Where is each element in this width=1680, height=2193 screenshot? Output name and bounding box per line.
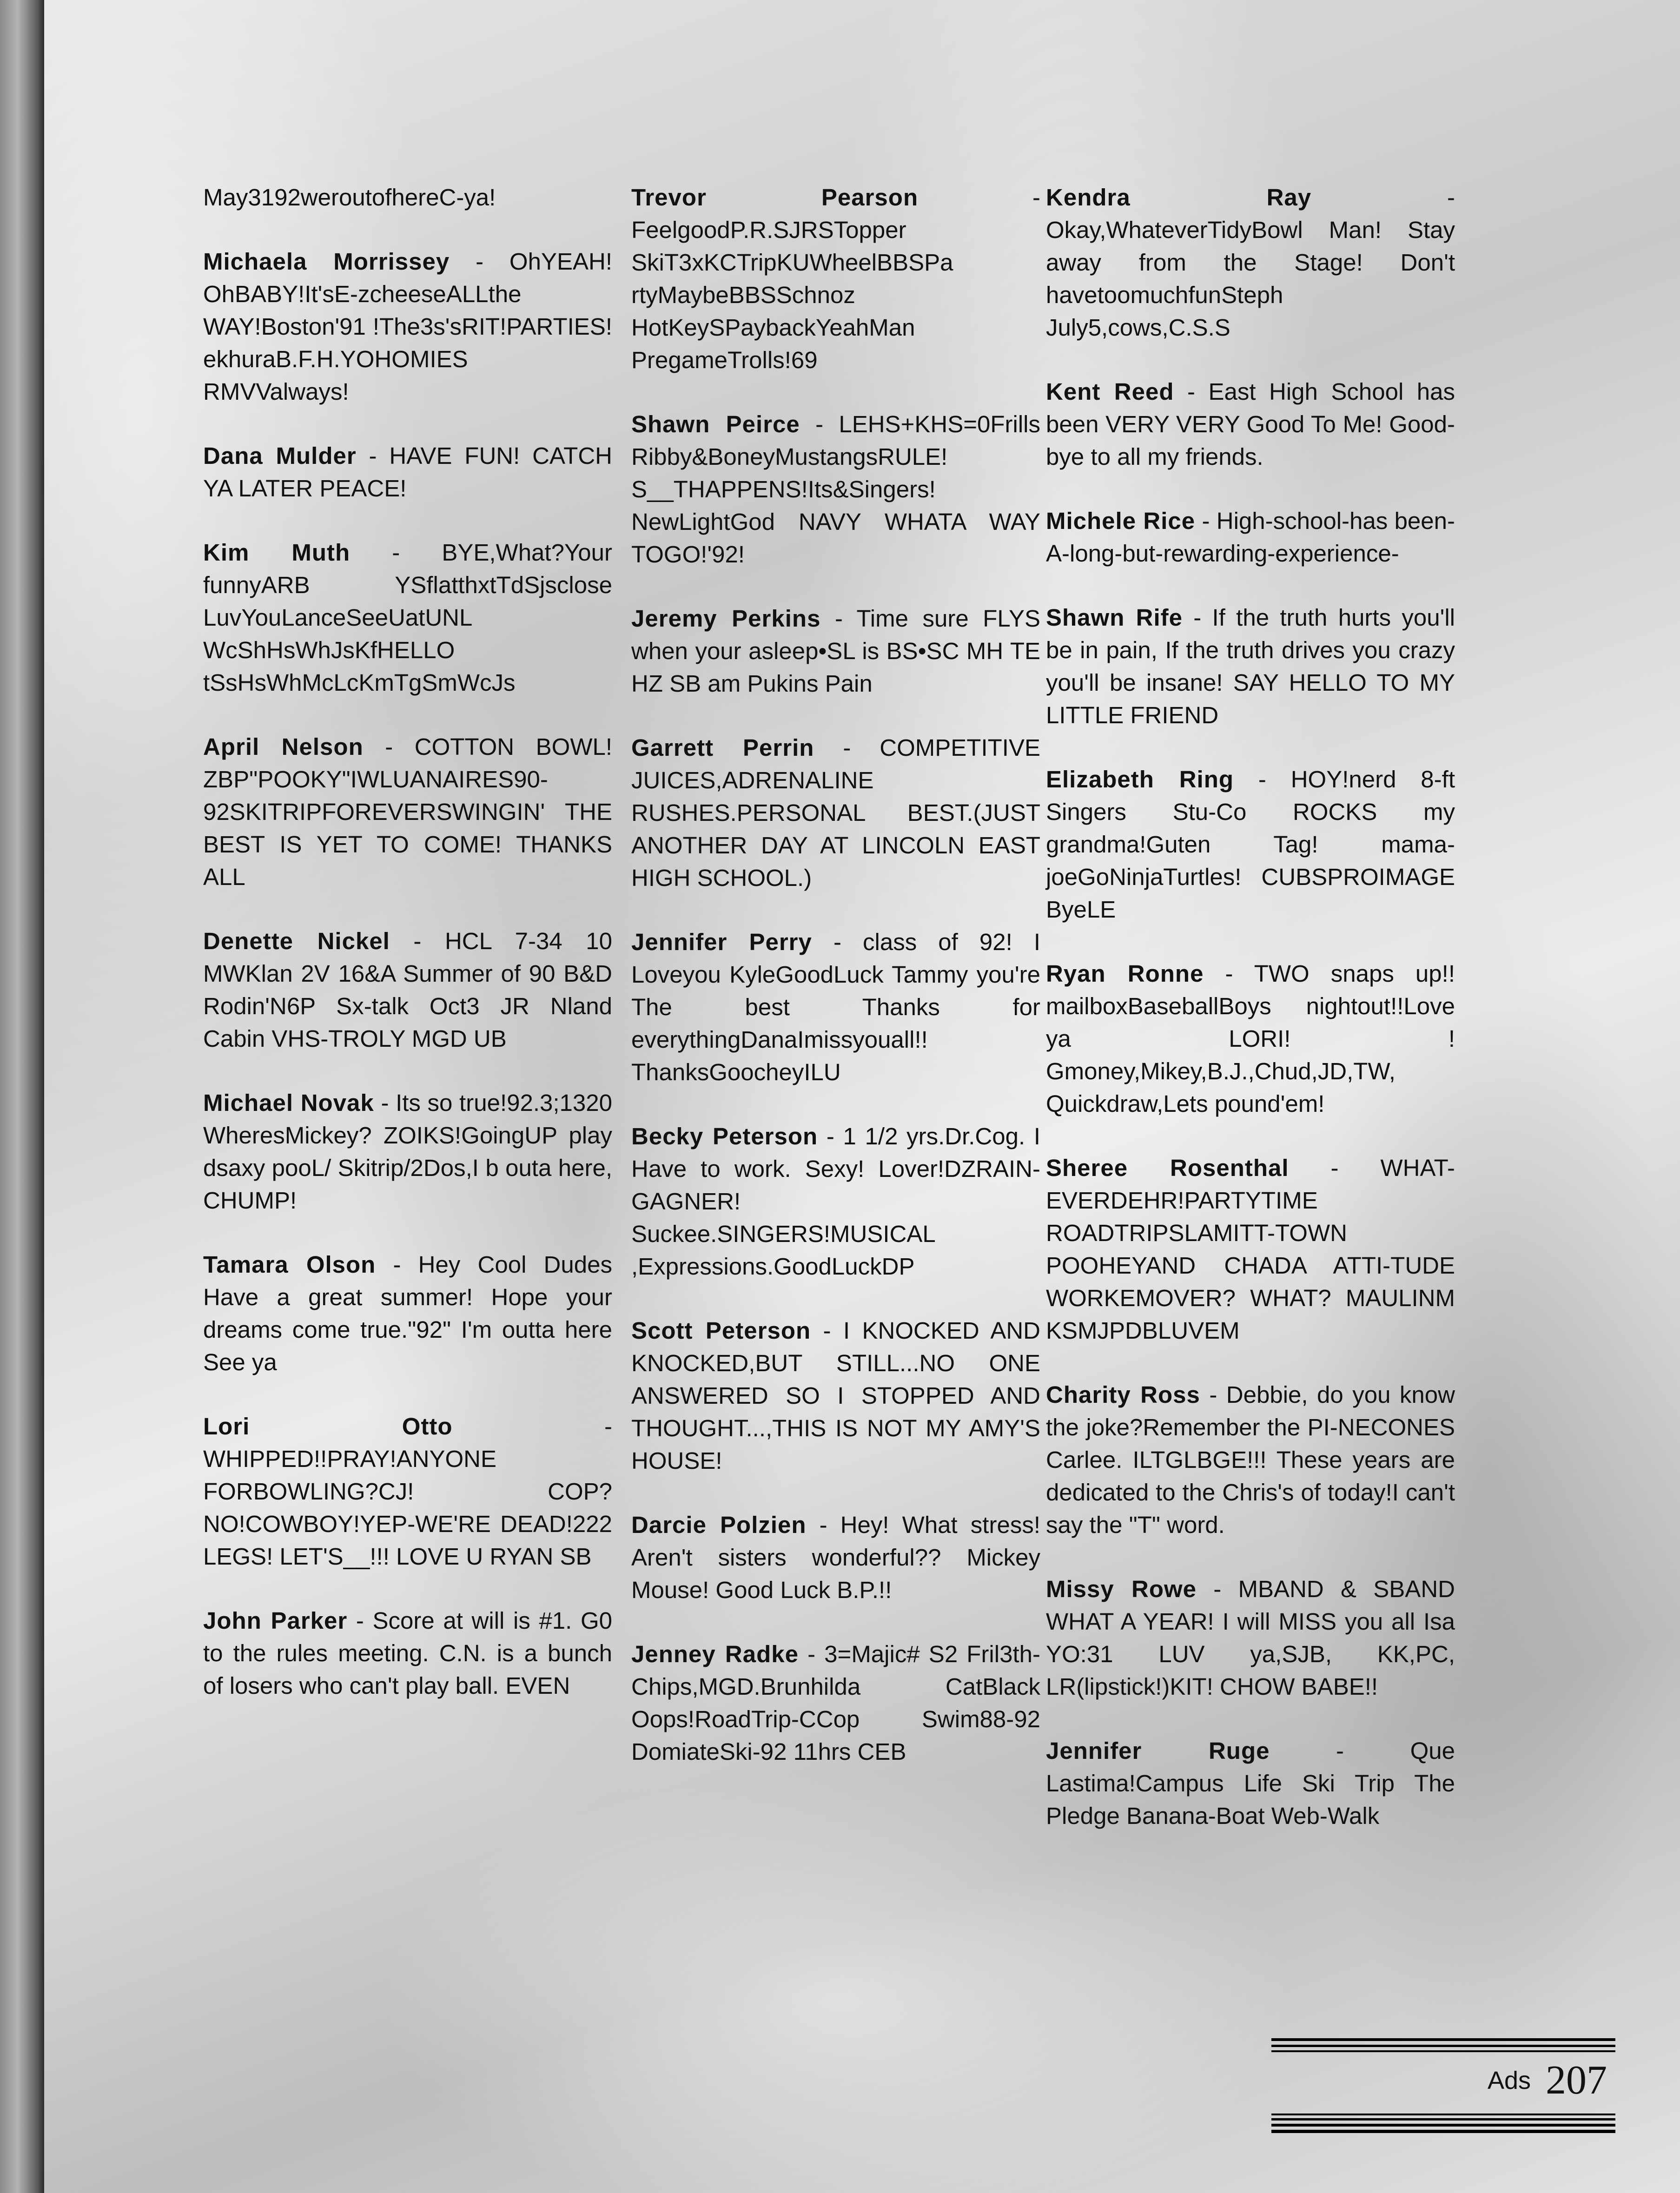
- footer-rule: [1271, 2045, 1615, 2047]
- entry-name: Shawn Rife: [1046, 604, 1183, 631]
- entry-message: - Score at will is #1. G0 to the rules meeting. C.N. is a bunch of losers who can't play ball. EVEN: [203, 1607, 613, 1699]
- ad-entry: [203, 925, 612, 1055]
- entry-name: Kim Muth: [203, 539, 351, 566]
- entry-message: - East High School has been VERY VERY Good To Me! Good-bye to all my friends.: [1046, 378, 1455, 470]
- entry-name: Tamara Olson: [203, 1251, 376, 1278]
- entry-name: Sheree Rosenthal: [1046, 1155, 1289, 1181]
- entry-message: - TWO snaps up!! mailboxBaseballBoys nightout!!Love ya LORI! ! Gmoney,Mikey,B.J.,Chud,JD,TW, Quickdraw,Lets pound'em!: [1046, 960, 1455, 1117]
- entry-message: - class of 92! I Loveyou KyleGoodLuck Tammy you're The best Thanks for everythingDanaImissyouall!! ThanksGoocheyILU: [631, 929, 1040, 1085]
- entry-name: Michele Rice: [1046, 508, 1196, 534]
- footer-rule: [1271, 2118, 1615, 2120]
- entry-name: Dana Mulder: [203, 443, 357, 469]
- entry-message: - LEHS+KHS=0Frills Ribby&BoneyMustangsRULE! S__THAPPENS!Its&Singers! NewLightGod NAVY WHATA WAY TOGO!'92!: [631, 411, 1040, 568]
- ad-entry: [1046, 601, 1455, 732]
- ad-entry: [203, 536, 612, 699]
- entry-message: - FeelgoodP.R.SJRSTopper SkiT3xKCTripKUWheelBBSPa rtyMaybeBBSSchnoz HotKeySPaybackYeahMan PregameTrolls!69: [631, 184, 1040, 373]
- entry-name: Garrett Perrin: [631, 734, 814, 761]
- entry-message: - HAVE FUN! CATCH YA LATER PEACE!: [203, 443, 612, 502]
- entry-message: - HCL 7-34 10 MWKlan 2V 16&A Summer of 90 B&D Rodin'N6P Sx-talk Oct3 JR Nland Cabin VHS-TROLY MGD UB: [203, 928, 612, 1052]
- ad-entry: [203, 1410, 612, 1573]
- entry-message: - MBAND & SBAND WHAT A YEAR! I will MISS you all Isa YO:31 LUV ya,SJB, KK,PC, LR(lipstick!)KIT! CHOW BABE!!: [1046, 1576, 1455, 1700]
- entry-message: - Okay,WhateverTidyBowl Man! Stay away from the Stage! Don't havetoomuchfunSteph July5,cows,C.S.S: [1046, 184, 1455, 341]
- ad-entry: [631, 1638, 1040, 1768]
- ad-entry: [631, 1120, 1040, 1283]
- entry-message: - Its so true!92.3;1320 WheresMickey? ZOIKS!GoingUP play dsaxy pooL/ Skitrip/2Dos,I b outa here, CHUMP!: [203, 1090, 612, 1214]
- entry-name: Jeremy Perkins: [631, 605, 821, 632]
- entry-message: - Hey Cool Dudes Have a great summer! Hope your dreams come true."92" I'm outta here See ya: [203, 1251, 612, 1375]
- entry-name: Trevor Pearson: [631, 184, 919, 211]
- entry-message: - 1 1/2 yrs.Dr.Cog. I Have to work. Sexy! Lover!DZRAIN-GAGNER! Suckee.SINGERS!MUSICAL ,Expressions.GoodLuckDP: [631, 1123, 1041, 1280]
- entry-message: - WHIPPED!!PRAY!ANYONE FORBOWLING?CJ! COP?NO!COWBOY!YEP-WE'RE DEAD!222 LEGS! LET'S__!!! LOVE U RYAN SB: [203, 1413, 612, 1570]
- entry-name: Shawn Peirce: [631, 411, 800, 437]
- ad-entry: [631, 1509, 1040, 1606]
- entry-name: John Parker: [203, 1607, 348, 1634]
- entry-name: Michael Novak: [203, 1090, 374, 1116]
- ad-entry: [1046, 958, 1455, 1120]
- footer-rule: [1271, 2114, 1615, 2115]
- entry-message: - Que Lastima!Campus Life Ski Trip The Pledge Banana-Boat Web-Walk: [1046, 1737, 1455, 1829]
- entry-name: Charity Ross: [1046, 1381, 1200, 1408]
- ad-entry: [1046, 1573, 1455, 1703]
- footer-rule: [1271, 2038, 1615, 2041]
- ad-entry: [1046, 505, 1455, 570]
- ad-entry: [631, 926, 1040, 1089]
- ad-entry: [203, 1248, 612, 1379]
- entry-name: Kent Reed: [1046, 378, 1174, 405]
- entry-message: - Debbie, do you know the joke?Remember the PI-NECONES Carlee. ILTGLBGE!!! These years are dedicated to the Chris's of today!I can't say the "T" word.: [1046, 1381, 1455, 1538]
- page-footer: [1271, 2038, 1615, 2145]
- ad-entry: [203, 181, 612, 214]
- entry-message: May3192weroutofhereC-ya!: [203, 184, 496, 211]
- entry-message: - BYE,What?Your funnyARB YSflatthxtTdSjsclose LuvYouLanceSeeUatUNL WcShHsWhJsKfHELLO tSsHsWhMcLcKmTgSmWcJs: [203, 539, 612, 696]
- ad-entry: [1046, 181, 1455, 344]
- entry-message: - COTTON BOWL! ZBP"POOKY"IWLUANAIRES90-92SKITRIPFOREVERSWINGIN' THE BEST IS YET TO COME! THANKS ALL: [203, 733, 613, 890]
- entry-name: April Nelson: [203, 733, 364, 760]
- ad-entry: [631, 181, 1040, 377]
- ad-entry: [203, 440, 612, 505]
- ad-entry: [631, 732, 1040, 894]
- ad-entry: [203, 245, 612, 408]
- ad-entry: [631, 602, 1040, 700]
- footer-rule: [1271, 2130, 1615, 2133]
- entry-name: Kendra Ray: [1046, 184, 1312, 211]
- ad-entry: [631, 1314, 1040, 1477]
- column-1: [203, 181, 612, 1734]
- ad-entry: [631, 408, 1040, 571]
- ad-entry: [1046, 763, 1455, 926]
- entry-message: - OhYEAH! OhBABY!It'sE-zcheeseALLthe WAY!Boston'91 !The3s'sRIT!PARTIES! ekhuraB.F.H.YOHOMIES RMVValways!: [203, 248, 612, 405]
- ad-entry: [1046, 376, 1455, 473]
- entry-message: - High-school-has been-A-long-but-rewarding-experience-: [1046, 508, 1455, 567]
- entry-name: Scott Peterson: [631, 1317, 811, 1344]
- entry-name: Darcie Polzien: [631, 1512, 807, 1538]
- entry-message: - If the truth hurts you'll be in pain, If the truth drives you crazy you'll be insane! SAY HELLO TO MY LITTLE FRIEND: [1046, 604, 1455, 728]
- ad-entry: [203, 1605, 612, 1702]
- entry-message: - I KNOCKED AND KNOCKED,BUT STILL...NO ONE ANSWERED SO I STOPPED AND THOUGHT...,THIS IS NOT MY AMY'S HOUSE!: [631, 1317, 1040, 1474]
- page-number: 207: [1546, 2058, 1607, 2103]
- entry-name: Elizabeth Ring: [1046, 766, 1234, 793]
- entry-message: - COMPETITIVE JUICES,ADRENALINE RUSHES.PERSONAL BEST.(JUST ANOTHER DAY AT LINCOLN EAST HIGH SCHOOL.): [631, 734, 1040, 891]
- entry-message: - Time sure FLYS when your asleep•SL is BS•SC MH TE HZ SB am Pukins Pain: [631, 605, 1040, 697]
- entry-name: Ryan Ronne: [1046, 960, 1204, 987]
- ad-entry: [1046, 1735, 1455, 1832]
- ad-entry: [1046, 1379, 1455, 1541]
- section-label: Ads: [1488, 2067, 1531, 2094]
- column-2: [631, 181, 1040, 1800]
- entry-message: - 3=Majic# S2 Fril3th-Chips,MGD.Brunhilda CatBlack Oops!RoadTrip-CCop Swim88-92 DomiateSki-92 11hrs CEB: [631, 1641, 1040, 1765]
- entry-name: Lori Otto: [203, 1413, 453, 1440]
- ad-entry: [203, 1087, 612, 1217]
- entry-name: Becky Peterson: [631, 1123, 818, 1149]
- footer-rule: [1271, 2050, 1615, 2052]
- ad-entry: [1046, 1152, 1455, 1347]
- entry-name: Jennifer Perry: [631, 929, 812, 955]
- entry-message: - Hey! What stress! Aren't sisters wonderful?? Mickey Mouse! Good Luck B.P.!!: [631, 1512, 1040, 1603]
- entry-name: Missy Rowe: [1046, 1576, 1197, 1602]
- entry-name: Jenney Radke: [631, 1641, 799, 1667]
- entry-name: Jennifer Ruge: [1046, 1737, 1270, 1764]
- book-spine: [0, 0, 44, 2193]
- entry-name: Denette Nickel: [203, 928, 390, 954]
- entry-message: - WHAT-EVERDEHR!PARTYTIME ROADTRIPSLAMITT-TOWN POOHEYAND CHADA ATTI-TUDE WORKEMOVER? WHAT? MAULINM KSMJPDBLUVEM: [1046, 1155, 1455, 1344]
- footer-rule: [1271, 2124, 1615, 2127]
- ad-entry: [203, 731, 612, 893]
- entry-name: Michaela Morrissey: [203, 248, 450, 275]
- column-3: [1046, 181, 1455, 1864]
- entry-message: - HOY!nerd 8-ft Singers Stu-Co ROCKS my grandma!Guten Tag! mama-joeGoNinjaTurtles! CUBSPROIMAGE ByeLE: [1046, 766, 1455, 923]
